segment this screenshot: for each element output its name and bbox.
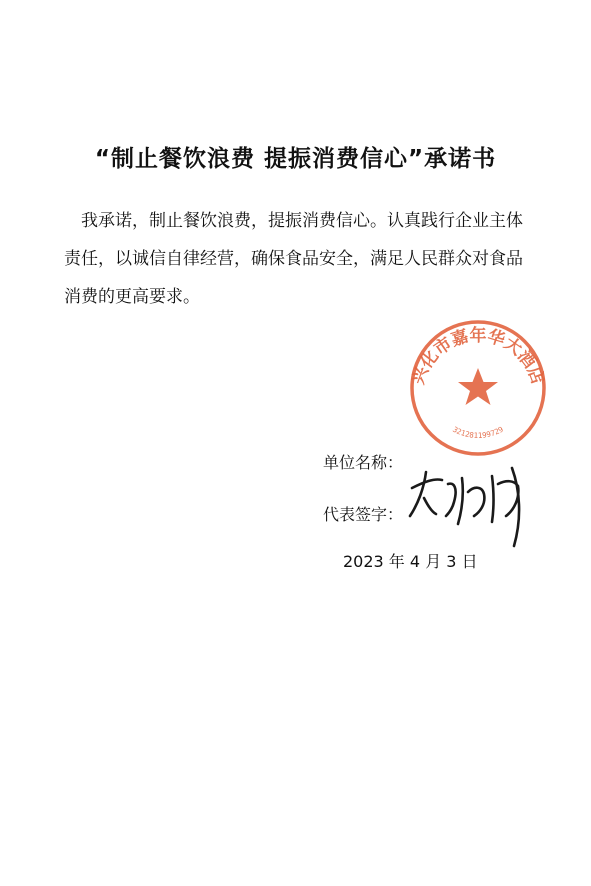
seal-text: 兴化市嘉年华大酒店: [408, 325, 548, 388]
date-year: 2023 年: [343, 552, 405, 571]
handwritten-signature: [402, 458, 542, 550]
representative-signature-label: 代表签字：: [323, 505, 404, 524]
unit-name-label: 单位名称：: [323, 453, 404, 472]
document-date: [343, 549, 478, 572]
date-month: 4: [409, 552, 421, 571]
commitment-body: 我承诺，制止餐饮浪费，提振消费信心。认真践行企业主体责任，以诚信自律经营，确保食品安全，满足人民群众对食品消费的更高要求。: [64, 211, 523, 307]
seal-star-icon: [458, 368, 498, 405]
date-month-unit: 月: [425, 552, 442, 571]
company-seal: [408, 318, 548, 458]
date-day: 3: [446, 552, 457, 571]
document-title: “制止餐饮浪费 提振消费信心”承诺书: [94, 146, 497, 172]
seal-code: 321281199729: [451, 424, 505, 441]
svg-text:321281199729: [451, 425, 505, 440]
date-day-unit: 日: [461, 552, 478, 571]
